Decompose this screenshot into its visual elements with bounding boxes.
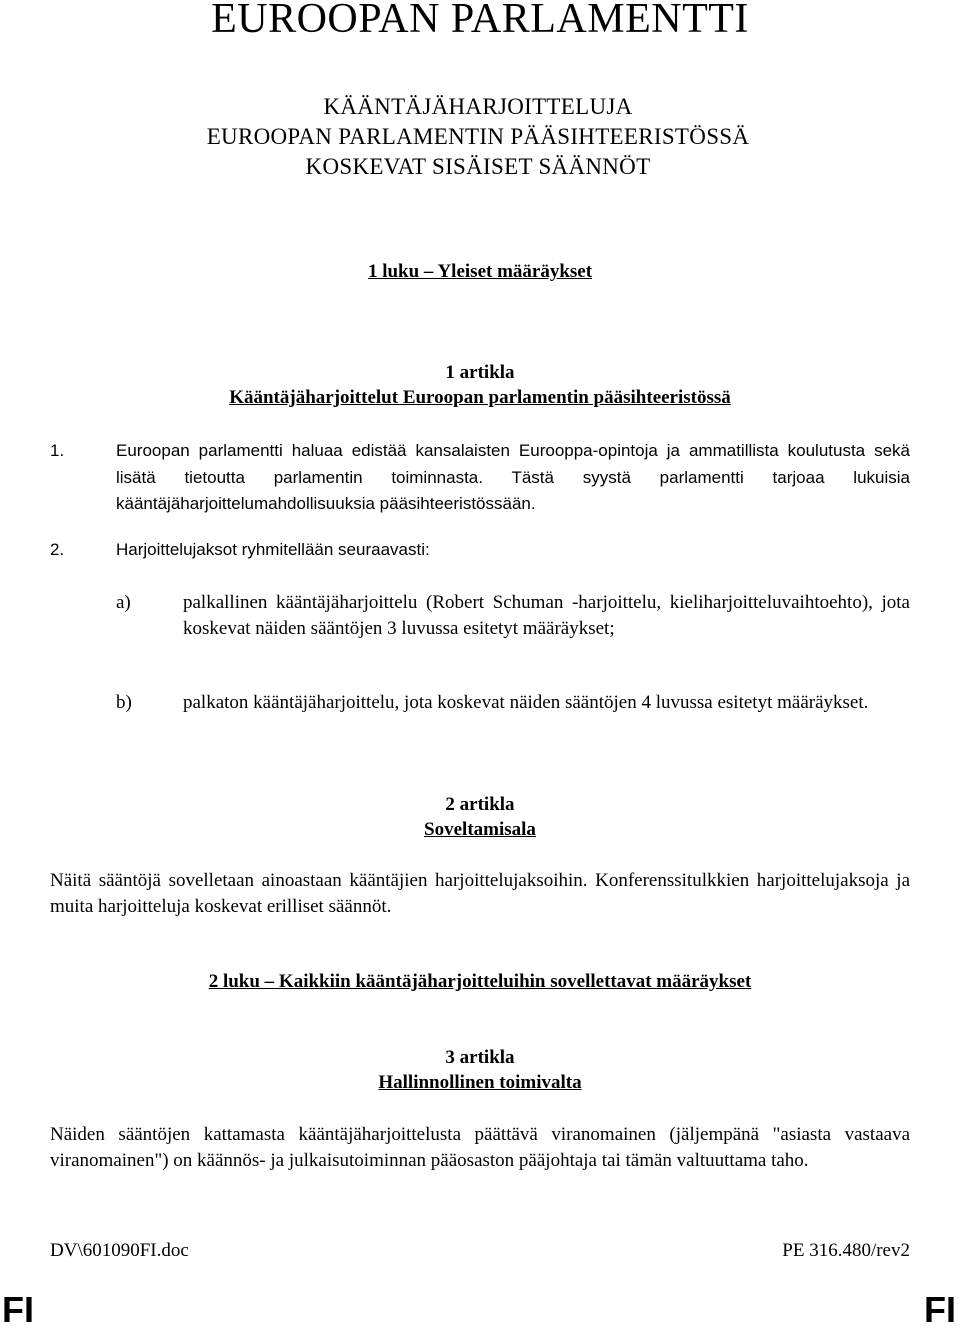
- list-item-b-text: palkaton kääntäjäharjoittelu, jota koskevat näiden sääntöjen 4 luvussa esitetyt määräykset.: [183, 692, 869, 713]
- list-item-b-label: b): [116, 692, 132, 713]
- paragraph-2-text: Harjoittelujaksot ryhmitellään seuraavasti:: [116, 540, 430, 559]
- article-1-number: 1 artikla: [445, 362, 515, 383]
- language-code-right: FI: [924, 1289, 956, 1330]
- paragraph-1-text: Euroopan parlamentti haluaa edistää kansalaisten Eurooppa-opintoja ja ammatillista koulutusta sekä lisätä tietoutta parlamentin toiminnasta. Tästä syystä parlamentti tarjoaa lukuisia kääntäjäharjoittelumahdollisuuksia pääsihteeristössään.: [116, 441, 910, 513]
- article-3-number: 3 artikla: [445, 1047, 515, 1068]
- chapter-2-heading: 2 luku – Kaikkiin kääntäjäharjoitteluihin sovellettavat määräykset: [208, 971, 752, 992]
- document-reference: DV\601090FI.doc: [50, 1240, 189, 1261]
- article-2-number: 2 artikla: [445, 794, 515, 815]
- list-item-a-label: a): [116, 592, 131, 613]
- subtitle-line-3: KOSKEVAT SISÄISET SÄÄNNÖT: [305, 154, 651, 179]
- subtitle-line-1: KÄÄNTÄJÄHARJOITTELUJA: [323, 94, 633, 119]
- article-1-title: Kääntäjäharjoittelut Euroopan parlamentin pääsihteeristössä: [229, 387, 731, 408]
- page-title: EUROOPAN PARLAMENTTI: [211, 0, 749, 42]
- language-code-left: FI: [2, 1289, 34, 1330]
- paragraph-1-number: 1.: [50, 441, 65, 460]
- article-2-text: Näitä sääntöjä sovelletaan ainoastaan kääntäjien harjoittelujaksoihin. Konferenssitulkkien harjoittelujaksoja ja muita harjoitteluja koskevat erilliset säännöt.: [50, 870, 910, 917]
- article-3-text: Näiden sääntöjen kattamasta kääntäjäharjoittelusta päättävä viranomainen (jäljempänä "asiasta vastaava viranomainen") on käännös- ja julkaisutoiminnan pääosaston pääjohtaja tai tämän valtuuttama taho.: [50, 1124, 910, 1171]
- paragraph-2-number: 2.: [50, 540, 65, 559]
- pe-reference: PE 316.480/rev2: [782, 1240, 910, 1261]
- subtitle-line-2: EUROOPAN PARLAMENTIN PÄÄSIHTEERISTÖSSÄ: [206, 124, 750, 149]
- list-item-a-text: palkallinen kääntäjäharjoittelu (Robert Schuman -harjoittelu, kieliharjoitteluvaihtoehto), jota koskevat näiden sääntöjen 3 luvussa esitetyt määräykset;: [183, 592, 910, 639]
- article-2-title: Soveltamisala: [424, 819, 536, 840]
- chapter-1-heading: 1 luku – Yleiset määräykset: [367, 261, 593, 282]
- article-3-title: Hallinnollinen toimivalta: [378, 1072, 582, 1093]
